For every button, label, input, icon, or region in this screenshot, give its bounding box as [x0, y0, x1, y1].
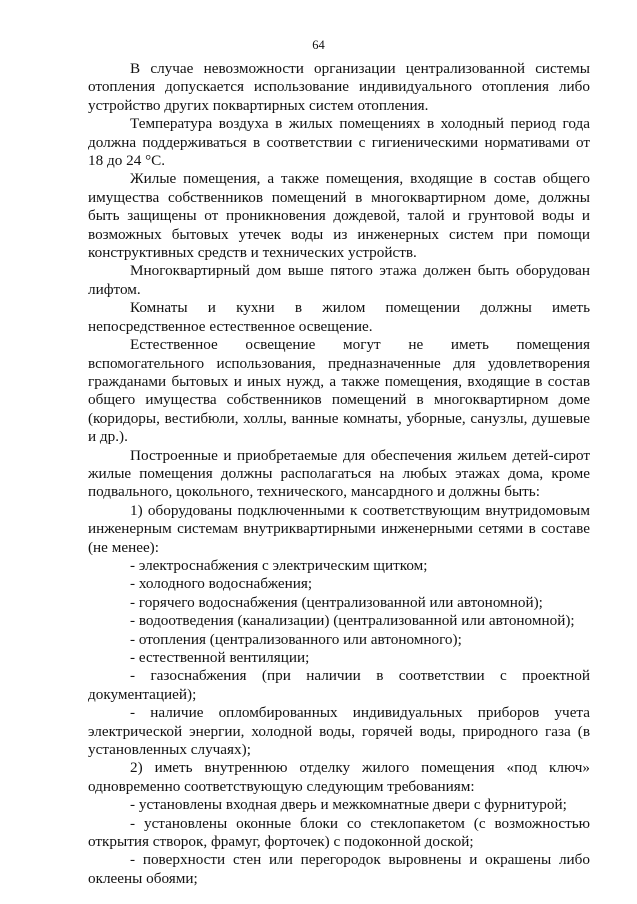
paragraph: Температура воздуха в жилых помещениях в холодный период года должна поддерживаться в соответствии с гигиеническими нормативами от 18 до 24 °С.	[88, 115, 590, 170]
list-item-numbered: 1) оборудованы подключенными к соответствующим внутридомовым инженерным системам внутриквартирными инженерными сетями в составе (не менее):	[88, 501, 590, 556]
list-item-dash: - отопления (централизованного или автономного);	[130, 630, 462, 648]
list-item-dash: - поверхности стен или перегородок выровнены и окрашены либо оклеены обоями;	[88, 851, 590, 887]
list-item-numbered: 2) иметь внутреннюю отделку жилого помещения «под ключ» одновременно соответствующую следующим требованиям:	[88, 759, 590, 795]
paragraph: Комнаты и кухни в жилом помещении должны иметь непосредственное естественное освещение.	[88, 299, 590, 335]
page-number: 64	[312, 38, 325, 52]
list-item-dash: - установлены оконные блоки со стеклопакетом (с возможностью открытия створок, фрамуг, форточек) с подоконной доской;	[88, 814, 590, 851]
paragraph: В случае невозможности организации централизованной системы отопления допускается использование индивидуального отопления либо устройство других поквартирных систем отопления.	[88, 60, 590, 114]
document-body	[88, 60, 590, 888]
list-item-dash: - холодного водоснабжения;	[130, 575, 313, 593]
paragraph: Жилые помещения, а также помещения, входящие в состав общего имущества собственников помещений в многоквартирном доме, должны быть защищены от проникновения дождевой, талой и грунтовой воды и возможных бытовых утечек воды из инженерных систем при помощи конструктивных средств и технических устройств.	[88, 170, 590, 262]
list-item-dash: - наличие опломбированных индивидуальных приборов учета электрической энергии, холодной воды, горячей воды, природного газа (в установленных случаях);	[88, 704, 590, 759]
paragraph: Многоквартирный дом выше пятого этажа должен быть оборудован лифтом.	[88, 262, 590, 298]
list-item-dash: - естественной вентиляции;	[130, 649, 310, 666]
paragraph: Построенные и приобретаемые для обеспечения жильем детей-сирот жилые помещения должны располагаться на любых этажах дома, кроме подвального, цокольного, технического, мансардного и должны быть:	[88, 446, 590, 501]
list-item-dash: - горячего водоснабжения (централизованной или автономной);	[130, 593, 543, 611]
list-item-dash: - установлены входная дверь и межкомнатные двери с фурнитурой;	[130, 796, 567, 814]
list-item-dash: - водоотведения (канализации) (централизованной или автономной);	[130, 612, 575, 630]
paragraph: Естественное освещение могут не иметь помещения вспомогательного использования, предназначенные для удовлетворения гражданами бытовых и иных нужд, а также помещения, входящие в состав общего имущества собственников помещений в многоквартирном доме (коридоры, вестибюли, холлы, ванные комнаты, уборные, санузлы, душевые и др.).	[88, 336, 590, 446]
list-item-dash: - электроснабжения с электрическим щитком;	[130, 556, 428, 574]
list-item-dash: - газоснабжения (при наличии в соответствии с проектной документацией);	[88, 667, 590, 703]
